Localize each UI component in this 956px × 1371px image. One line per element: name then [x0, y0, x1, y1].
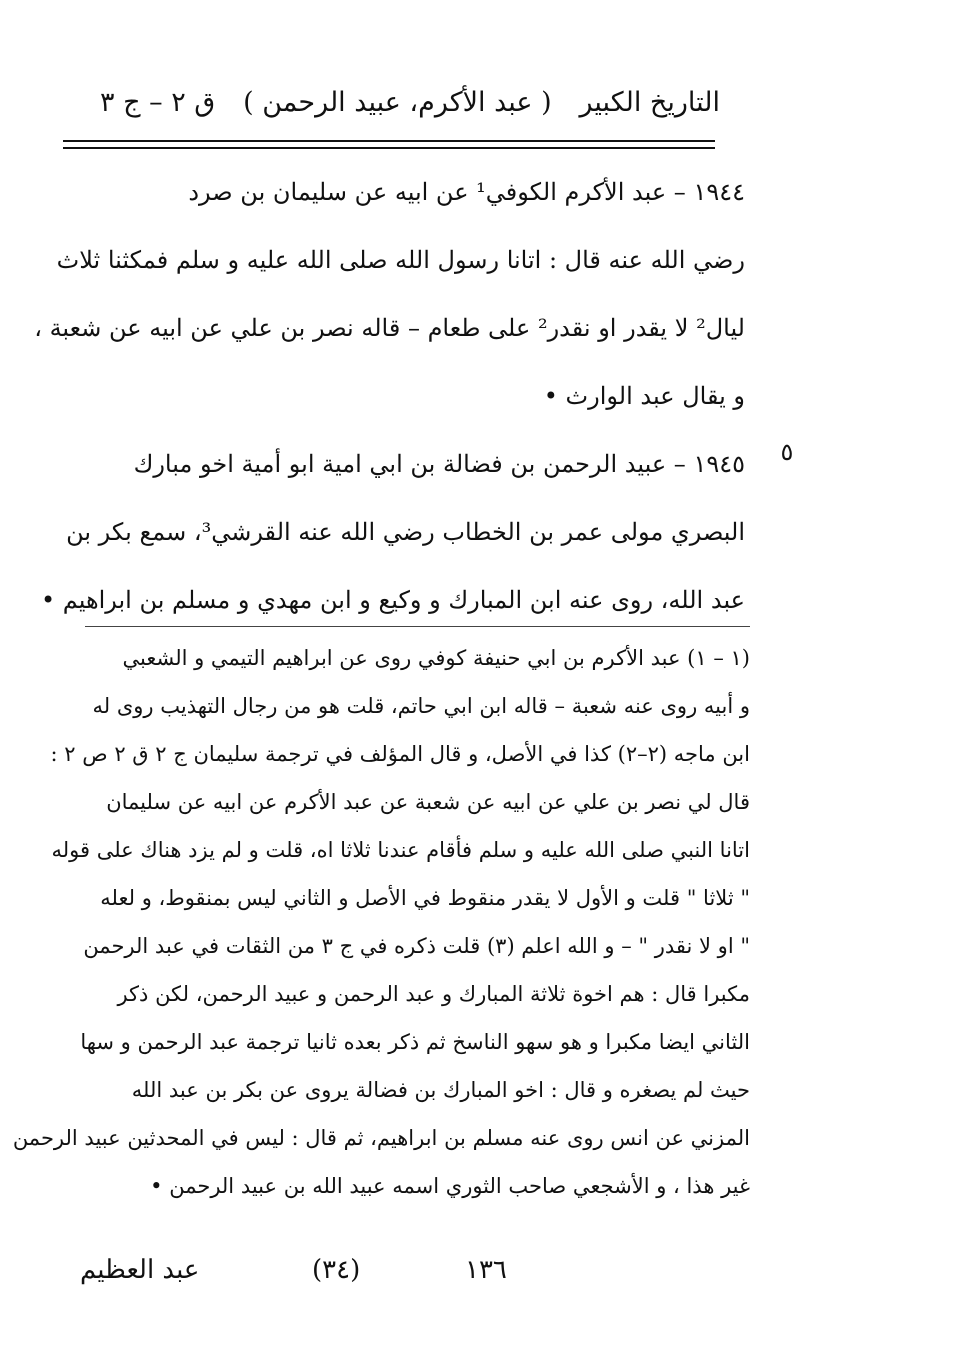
- header-rule-top: [63, 140, 715, 142]
- header-title: التاريخ الكبير: [579, 86, 720, 118]
- main-text: [34, 158, 745, 634]
- text-line: ١٩٤٥ – عبيد الرحمن بن فضالة بن ابي امية ابو أمية اخو مبارك: [133, 450, 745, 478]
- sheet-number: (٣٤): [312, 1255, 361, 1285]
- text-line: رضي الله عنه قال : اتانا رسول الله صلى الله عليه و سلم فمكثنا ثلاث: [56, 246, 745, 274]
- text-line: عبد الله، روى عنه ابن المبارك و وكيع و ابن مهدي و مسلم بن ابراهيم •: [40, 586, 745, 614]
- footnote-line: غير هذا ، و الأشجعي صاحب الثوري اسمه عبيد الله بن عبيد الرحمن •: [150, 1174, 750, 1198]
- footnote-line: " او لا نقدر " – و الله اعلم (٣) قلت ذكره في ج ٣ من الثقات في عبد الرحمن: [83, 934, 750, 958]
- text-line: ١٩٤٤ – عبد الأكرم الكوفي¹ عن ابيه عن سليمان بن صرد: [188, 178, 745, 206]
- footnote-line: و أبيه روى عنه شعبة – قاله ابن ابي حاتم، قلت هو من رجال التهذيب روى له: [92, 694, 750, 718]
- running-header: [100, 82, 720, 122]
- footnotes: [12, 634, 750, 1210]
- page-number: ١٣٦: [465, 1255, 507, 1285]
- text-line: البصري مولى عمر بن الخطاب رضي الله عنه القرشي³، سمع بكر بن: [66, 518, 745, 546]
- scribe-name: عبد العظيم: [80, 1255, 200, 1285]
- footnote-line: الثاني ايضا مكبرا و هو سهو الناسخ ثم ذكر بعده ثانيا ترجمة عبد الرحمن و سها: [80, 1030, 750, 1054]
- footnote-line: " ثلاثا " قلت و الأول لا يقدر منقوط في الأصل و الثاني ليس بمنقوط، و لعله: [100, 886, 750, 910]
- header-rule-bottom: [63, 147, 715, 149]
- footnote-line: المزني عن انس روى عنه مسلم بن ابراهيم، ثم قال : ليس في المحدثين عبيد الرحمن: [12, 1126, 750, 1150]
- footnote-line: (١ – ١) عبد الأكرم بن ابي حنيفة كوفي روى عن ابراهيم التيمي و الشعبي: [122, 646, 750, 670]
- footnote-line: حيث لم يصغره و قال : اخو المبارك بن فضالة يروى عن بكر بن عبد الله: [131, 1078, 750, 1102]
- footnote-line: ابن ماجه (٢–٢) كذا في الأصل، و قال المؤلف في ترجمة سليمان ج ٢ ق ٢ ص ٢ :: [50, 742, 750, 766]
- footnote-line: قال لي نصر بن علي عن ابيه عن شعبة عن عبد الأكرم عن ابيه عن سليمان: [106, 790, 750, 814]
- text-line: و يقال عبد الوارث •: [543, 382, 745, 410]
- footnote-line: اتانا النبي صلى الله عليه و سلم فأقام عندنا ثلاثا اه، قلت و لم يزد هناك على قوله: [51, 838, 750, 862]
- header-volume: ق ٢ – ج ٣: [100, 86, 216, 118]
- page-footer: [80, 1245, 507, 1295]
- margin-line-number: ٥: [780, 438, 794, 466]
- footnote-line: مكبرا قال : هم اخوة ثلاثة المبارك و عبد الرحمن و عبيد الرحمن، لكن ذكر: [117, 982, 750, 1006]
- text-line: ليال² لا يقدر او نقدر² على طعام – قاله نصر بن علي عن ابيه عن شعبة ،: [34, 314, 745, 342]
- footnote-separator: [85, 626, 750, 627]
- header-subtitle: ( عبد الأكرم، عبيد الرحمن ): [243, 86, 552, 118]
